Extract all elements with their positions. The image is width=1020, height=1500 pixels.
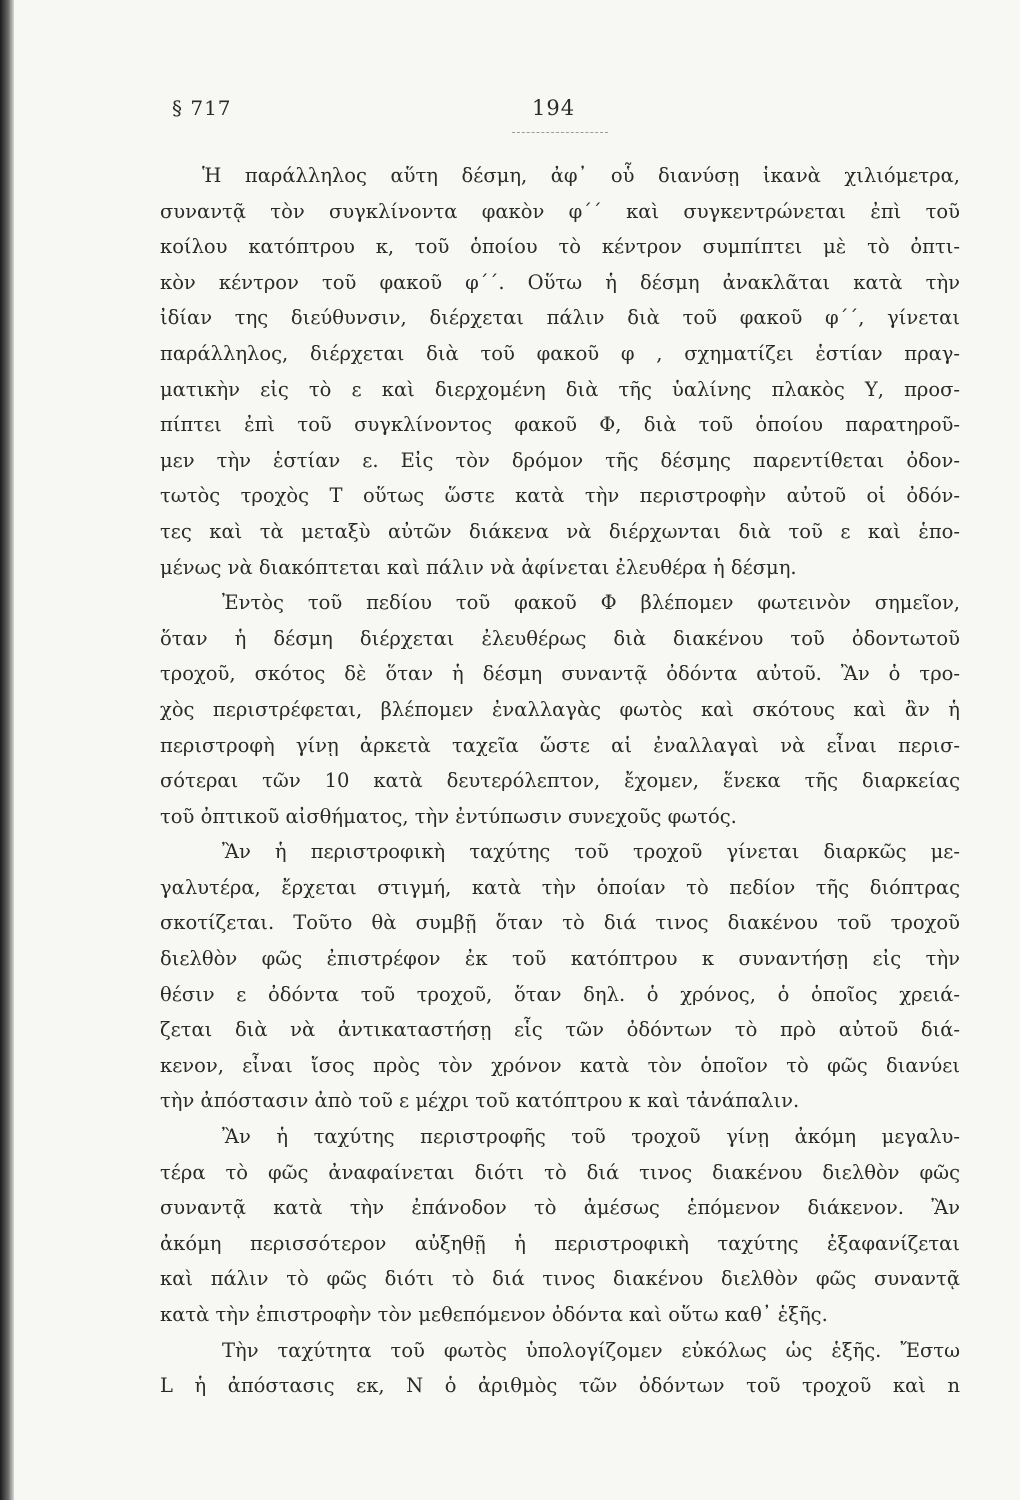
text-line: Ἡ παράλληλος αὕτη δέσμη, ἀφ᾽ οὗ διανύσῃ ἱκανὰ χιλιόμετρα, [202,164,960,187]
text-line: διελθὸν φῶς ἐπιστρέφον ἐκ τοῦ κατόπτρου κ συναντήσῃ εἰς τὴν [160,947,960,971]
header-rule [512,132,608,133]
text-line: L ἡ ἀπόστασις εκ, N ὁ ἀριθμὸς τῶν ὀδόντων τοῦ τροχοῦ καὶ n [160,1374,960,1398]
text-line: συναντᾷ τὸν συγκλίνοντα φακὸν φ΄΄ καὶ συγκεντρώνεται ἐπὶ τοῦ [160,199,960,223]
text-line: τροχοῦ, σκότος δὲ ὅταν ἡ δέσμη συναντᾷ ὀδόντα αὐτοῦ. Ἂν ὁ τρο- [160,662,960,686]
text-line: περιστροφὴ γίνῃ ἀρκετὰ ταχεῖα ὥστε αἱ ἐναλλαγαὶ νὰ εἶναι περισ- [160,733,960,757]
text-line: ζεται διὰ νὰ ἀντικαταστήσῃ εἷς τῶν ὀδόντων τὸ πρὸ αὐτοῦ διά- [160,1018,960,1042]
text-line: τες καὶ τὰ μεταξὺ αὐτῶν διάκενα νὰ διέρχωνται διὰ τοῦ ε καὶ ἑπο- [160,519,960,543]
text-line: τωτὸς τροχὸς Τ οὕτως ὥστε κατὰ τὴν περιστροφὴν αὐτοῦ οἱ ὀδόν- [160,484,960,508]
text-line: τοῦ ὀπτικοῦ αἰσθήματος, τὴν ἐντύπωσιν συνεχοῦς φωτός. [160,804,737,828]
text-line: τὴν ἀπόστασιν ἀπὸ τοῦ ε μέχρι τοῦ κατόπτρου κ καὶ τἀνάπαλιν. [160,1089,800,1113]
text-line: χὸς περιστρέφεται, βλέπομεν ἐναλλαγὰς φωτὸς καὶ σκότους καὶ ἂν ἡ [160,697,960,721]
text-line: παράλληλος, διέρχεται διὰ τοῦ φακοῦ φ , σχηματίζει ἑστίαν πραγ- [160,341,960,365]
text-line: Ἂν ἡ περιστροφικὴ ταχύτης τοῦ τροχοῦ γίνεται διαρκῶς με- [222,840,960,864]
text-line: Ἂν ἡ ταχύτης περιστροφῆς τοῦ τροχοῦ γίνῃ ἀκόμη μεγαλυ- [222,1125,960,1149]
book-spine-shadow [0,0,14,1500]
text-line: συναντᾷ κατὰ τὴν ἐπάνοδον τὸ ἀμέσως ἑπόμενον διάκενον. Ἂν [160,1196,960,1220]
text-line: μεν τὴν ἑστίαν ε. Εἰς τὸν δρόμον τῆς δέσμης παρεντίθεται ὀδον- [160,448,960,472]
text-line: μένως νὰ διακόπτεται καὶ πάλιν νὰ ἀφίνεται ἐλευθέρα ἡ δέσμη. [160,555,797,579]
text-line: κατὰ τὴν ἐπιστροφὴν τὸν μεθεπόμενον ὀδόντα καὶ οὕτω καθ᾽ ἑξῆς. [160,1303,828,1326]
page-number: 194 [532,96,576,120]
text-line: πίπτει ἐπὶ τοῦ συγκλίνοντος φακοῦ Φ, διὰ τοῦ ὁποίου παρατηροῦ- [160,413,960,437]
text-line: Ἐντὸς τοῦ πεδίου τοῦ φακοῦ Φ βλέπομεν φωτεινὸν σημεῖον, [222,591,960,615]
text-line: κὸν κέντρον τοῦ φακοῦ φ΄΄. Οὕτω ἡ δέσμη ἀνακλᾶται κατὰ τὴν [160,270,960,294]
text-line: κενον, εἶναι ἴσος πρὸς τὸν χρόνον κατὰ τὸν ὁποῖον τὸ φῶς διανύει [160,1053,960,1077]
text-line: ἰδίαν της διεύθυνσιν, διέρχεται πάλιν διὰ τοῦ φακοῦ φ΄΄, γίνεται [160,306,960,330]
text-line: ματικὴν εἰς τὸ ε καὶ διερχομένη διὰ τῆς ὑαλίνης πλακὸς Υ, προσ- [160,377,960,401]
text-line: κοίλου κατόπτρου κ, τοῦ ὁποίου τὸ κέντρον συμπίπτει μὲ τὸ ὀπτι- [160,235,960,259]
text-line: ἀκόμη περισσότερον αὐξηθῇ ἡ περιστροφικὴ ταχύτης ἐξαφανίζεται [160,1231,960,1255]
text-line: γαλυτέρα, ἔρχεται στιγμή, κατὰ τὴν ὁποίαν τὸ πεδίον τῆς διόπτρας [160,875,960,899]
body-text [160,158,960,1404]
text-line: καὶ πάλιν τὸ φῶς διότι τὸ διά τινος διακένου διελθὸν φῶς συναντᾷ [160,1267,960,1291]
text-line: σκοτίζεται. Τοῦτο θὰ συμβῇ ὅταν τὸ διά τινος διακένου τοῦ τροχοῦ [160,911,960,935]
section-number: § 717 [172,96,232,120]
text-line: θέσιν ε ὀδόντα τοῦ τροχοῦ, ὅταν δηλ. ὁ χρόνος, ὁ ὁποῖος χρειά- [160,982,960,1006]
text-line: Τὴν ταχύτητα τοῦ φωτὸς ὑπολογίζομεν εὐκόλως ὡς ἑξῆς. Ἔστω [222,1338,960,1362]
page-header [0,96,1020,136]
text-line: τέρα τὸ φῶς ἀναφαίνεται διότι τὸ διά τινος διακένου διελθὸν φῶς [160,1160,960,1184]
text-line: ὅταν ἡ δέσμη διέρχεται ἐλευθέρως διὰ διακένου τοῦ ὀδοντωτοῦ [160,626,960,650]
text-line: σότεραι τῶν 10 κατὰ δευτερόλεπτον, ἔχομεν, ἕνεκα τῆς διαρκείας [160,769,960,793]
